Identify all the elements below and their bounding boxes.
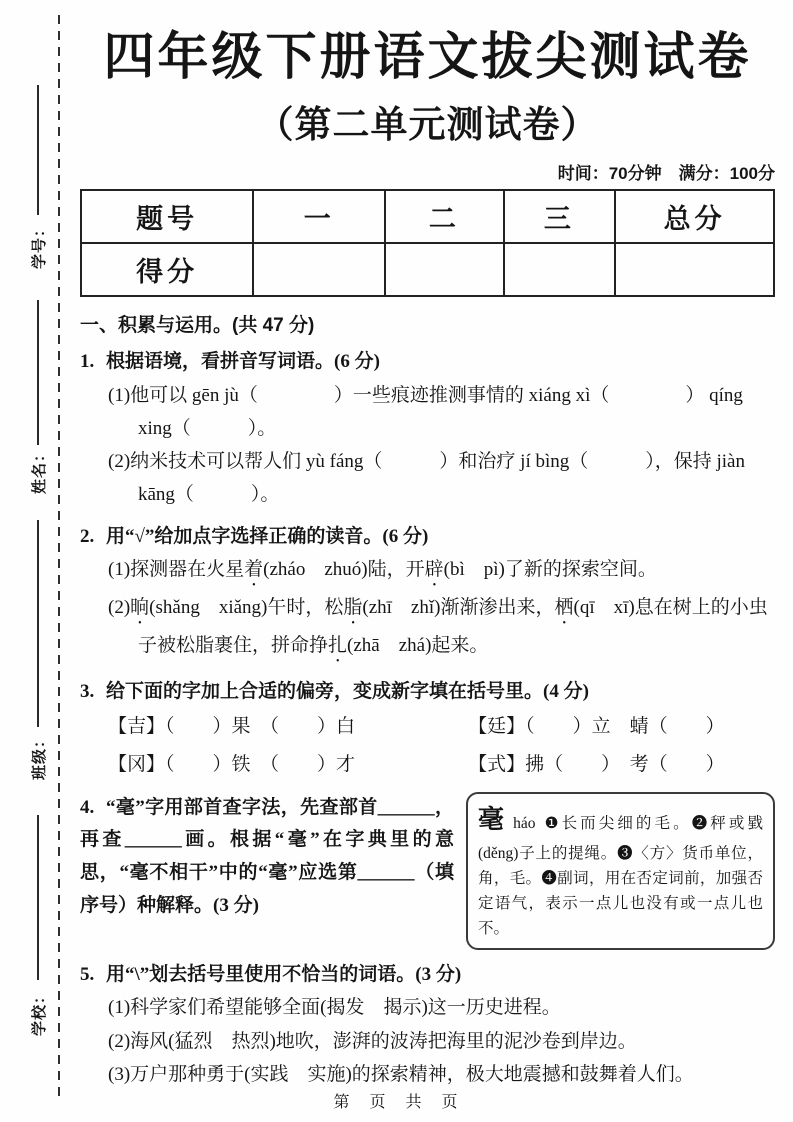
question-2-number: 2. <box>80 525 95 547</box>
question-3 <box>80 675 775 782</box>
class-label: 班级： <box>32 732 48 781</box>
score-table-cell-one: 一 <box>253 190 385 243</box>
question-5-part-1: (1)科学家们希望能够全面(揭发 揭示)这一历史进程。 <box>108 997 561 1019</box>
question-2-stem-text: 用“√”给加点字选择正确的读音。(6 分) <box>106 525 429 547</box>
question-5-stem <box>80 958 775 991</box>
school-blank-line <box>37 815 39 980</box>
score-row-label: 得分 <box>81 243 253 296</box>
score-table-header-row <box>81 190 774 243</box>
question-5 <box>80 958 775 1091</box>
question-2 <box>80 520 775 667</box>
score-table-cell-timuhao: 题号 <box>81 190 253 243</box>
student-id-blank-line <box>37 85 39 215</box>
dict-pinyin: háo <box>513 814 536 832</box>
question-3-cell-ji: 【吉】（ ）果 （ ）白 <box>108 716 356 738</box>
section-1-heading: 一、积累与运用。(共 47 分) <box>80 315 315 337</box>
page-footer: 第 页 共 页 <box>333 1094 460 1111</box>
question-4-stem-text: “毫”字用部首查字法，先查部首______，再查______画。根据“毫”在字典里的意思，“毫不相干”中的“毫”应选第______（填序号）种解释。(3 分) <box>80 796 454 916</box>
question-1-part-2: (2)纳米技术可以帮人们 yù fáng（ ）和治疗 jí bìng（ ），保持 jiàn kāng（ ）。 <box>108 451 745 506</box>
question-4-number: 4. <box>80 796 95 818</box>
question-1-stem-text: 根据语境，看拼音写词语。(6 分) <box>106 351 380 373</box>
page-subtitle: （第二单元测试卷） <box>256 103 599 145</box>
question-1 <box>80 345 775 511</box>
question-3-grid <box>80 710 775 782</box>
question-3-number: 3. <box>80 680 95 702</box>
dict-definitions: ❶长而尖细的毛。❷秤或戥(děng)子上的提绳。❸〈方〉货币单位，角，毛。❹副词，用在否定词前，加强否定语气，表示一点儿也没有或一点儿也不。 <box>478 814 763 938</box>
question-1-part-1: (1)他可以 gēn jù（ ）一些痕迹推测事情的 xiáng xì（ ） qíng xing（ ）。 <box>108 384 743 439</box>
question-3-stem-text: 给下面的字加上合适的偏旁，变成新字填在括号里。(4 分) <box>106 680 589 702</box>
question-2-part-2: (2)晌(shǎng xiǎng)午时，松脂(zhī zhǐ)渐渐渗出来，栖(qī xī)息在树上的小虫子被松脂裹住，拼命挣扎(zhā zhá)起来。 <box>108 596 768 656</box>
score-table-cell-three: 三 <box>504 190 616 243</box>
score-table-score-row <box>81 243 774 296</box>
question-4 <box>80 792 775 951</box>
score-cell-two <box>385 243 503 296</box>
score-table-cell-two: 二 <box>385 190 503 243</box>
score-cell-one <box>253 243 385 296</box>
score-cell-three <box>504 243 616 296</box>
class-blank-line <box>37 520 39 727</box>
student-id-label: 学号： <box>32 221 48 270</box>
score-cell-total <box>615 243 774 296</box>
question-5-part-3: (3)万户那种勇于(实践 实施)的探索精神，极大地震撼和鼓舞着人们。 <box>108 1063 694 1085</box>
dictionary-entry-box <box>466 792 775 951</box>
question-2-items <box>80 553 775 667</box>
name-blank-line <box>37 300 39 445</box>
page-title: 四年级下册语文拔尖测试卷 <box>103 28 752 85</box>
question-5-items <box>80 991 775 1091</box>
name-label: 姓名： <box>32 446 48 495</box>
question-5-number: 5. <box>80 964 95 986</box>
question-3-cell-ting: 【廷】（ ）立 蜻（ ） <box>468 716 725 738</box>
question-5-part-2: (2)海风(猛烈 热烈)地吹，澎湃的波涛把海里的泥沙卷到岸边。 <box>108 1030 637 1052</box>
question-3-cell-shi: 【式】拂（ ） 考（ ） <box>468 754 725 776</box>
exam-meta: 时间：70分钟 满分：100分 <box>557 164 775 184</box>
question-5-stem-text: 用“\”划去括号里使用不恰当的词语。(3 分) <box>106 964 462 986</box>
question-3-cell-gang: 【冈】（ ）铁 （ ）才 <box>108 754 356 776</box>
main-content <box>80 28 775 1091</box>
question-2-stem <box>80 520 775 553</box>
question-4-text <box>80 792 454 923</box>
question-1-items <box>80 379 775 512</box>
score-table-cell-total: 总分 <box>615 190 774 243</box>
dict-headword: 毫 <box>478 804 508 834</box>
question-1-stem <box>80 345 775 378</box>
school-label: 学校： <box>32 988 48 1037</box>
seal-dashed-line <box>58 15 60 1097</box>
question-1-number: 1. <box>80 351 95 373</box>
score-table <box>80 189 775 297</box>
question-2-part-1: (1)探测器在火星着(zháo zhuó)陆，开辟(bì pì)了新的探索空间。 <box>108 558 657 580</box>
question-3-stem <box>80 675 775 708</box>
